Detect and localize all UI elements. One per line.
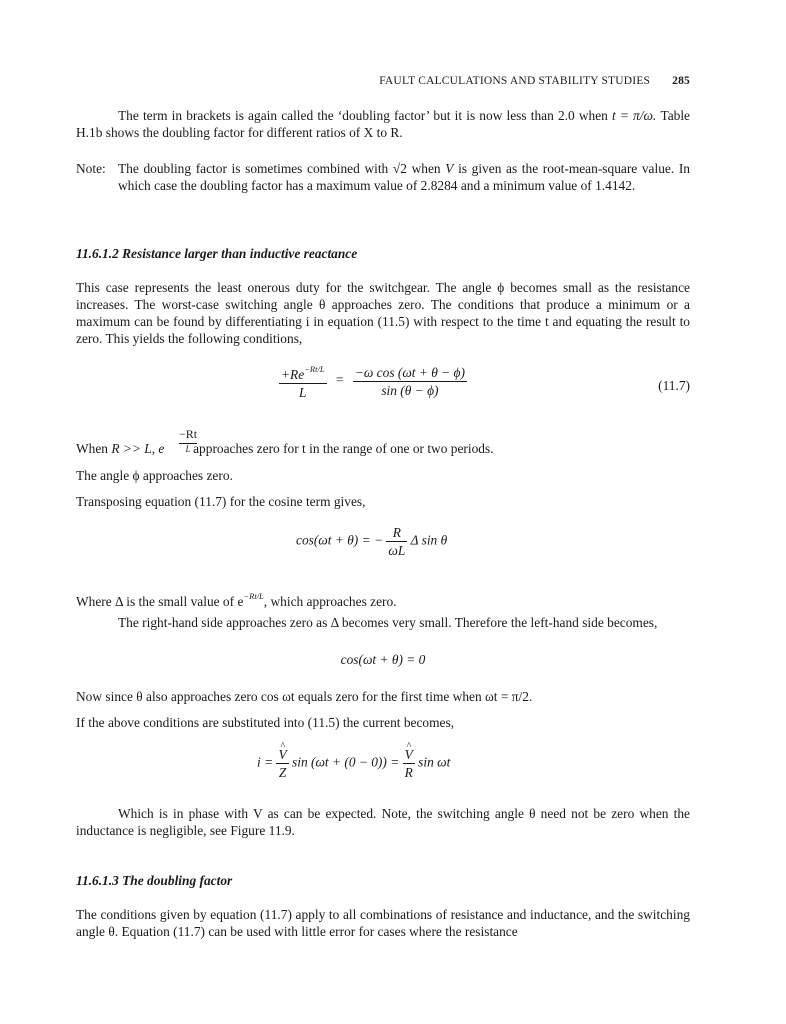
paragraph-rhs-zero: The right-hand side approaches zero as Δ becomes very small. Therefore the left-hand side becomes, xyxy=(118,615,658,630)
equation-cos-zero: cos(ωt + θ) = 0 xyxy=(340,652,426,667)
paragraph-least-onerous: This case represents the least onerous duty for the switchgear. The angle ϕ becomes small as the resistance increases. The worst-case switching angle θ approaches zero. The conditions that produce a minimum or a maximum can be found by differentiating i in equation (11.5) with respect to the time t and equating the result to zero. This yields the following conditions, xyxy=(76,280,690,346)
paragraph-transposing: Transposing equation (11.7) for the cosine term gives, xyxy=(76,494,366,509)
note-block xyxy=(76,160,690,194)
paragraph-when-r-gg-l: −Rt L When R >> L, e approaches zero for t in the range of one or two periods. xyxy=(76,427,494,456)
paragraph-substituted: If the above conditions are substituted into (11.5) the current becomes, xyxy=(76,715,455,730)
note-text: The doubling factor is sometimes combined with √2 when V is given as the root-mean-square value. In which case the doubling factor has a maximum value of 2.8284 and a minimum value of 1.4142. xyxy=(118,161,690,193)
page-number: 285 xyxy=(672,75,690,87)
eq117-rhs: $\frac{\text{−ω cos (ωt + θ − ϕ)}}{\sin (\theta - \phi)}$ xyxy=(354,364,465,398)
section-heading-resistance: 11.6.1.2 Resistance larger than inductive reactance xyxy=(76,246,358,261)
paragraph-angle-phi: The angle ϕ approaches zero. xyxy=(76,468,233,483)
paragraph-in-phase: Which is in phase with V as can be expected. Note, the switching angle θ need not be zero when the inductance is negligible, see Figure 11.9. xyxy=(76,806,690,838)
note-label: Note: xyxy=(76,161,106,176)
paragraph-doubling-factor: The term in brackets is again called the ‘doubling factor’ but it is now less than 2.0 when t = π/ω. Table H.1b shows the doubling factor for different ratios of X to R. xyxy=(76,108,690,140)
eq117-lhs: $\frac{+Re^{-Rt/L}}{L}$ xyxy=(279,361,327,401)
running-header xyxy=(379,73,690,90)
paragraph-now-since: Now since θ also approaches zero cos ωt equals zero for the first time when ωt = π/2. xyxy=(76,689,533,704)
running-title: FAULT CALCULATIONS AND STABILITY STUDIES xyxy=(379,75,651,87)
equation-number: (11.7) xyxy=(658,378,690,393)
paragraph-where-delta: Where Δ is the small value of $e^{-Rt/L}$, which approaches zero. xyxy=(76,591,397,609)
section-heading-doubling: 11.6.1.3 The doubling factor xyxy=(76,873,233,888)
paragraph-conditions: The conditions given by equation (11.7) apply to all combinations of resistance and inductance, and the switching angle θ. Equation (11.7) can be used with little error for cases where the resistance xyxy=(76,907,690,939)
